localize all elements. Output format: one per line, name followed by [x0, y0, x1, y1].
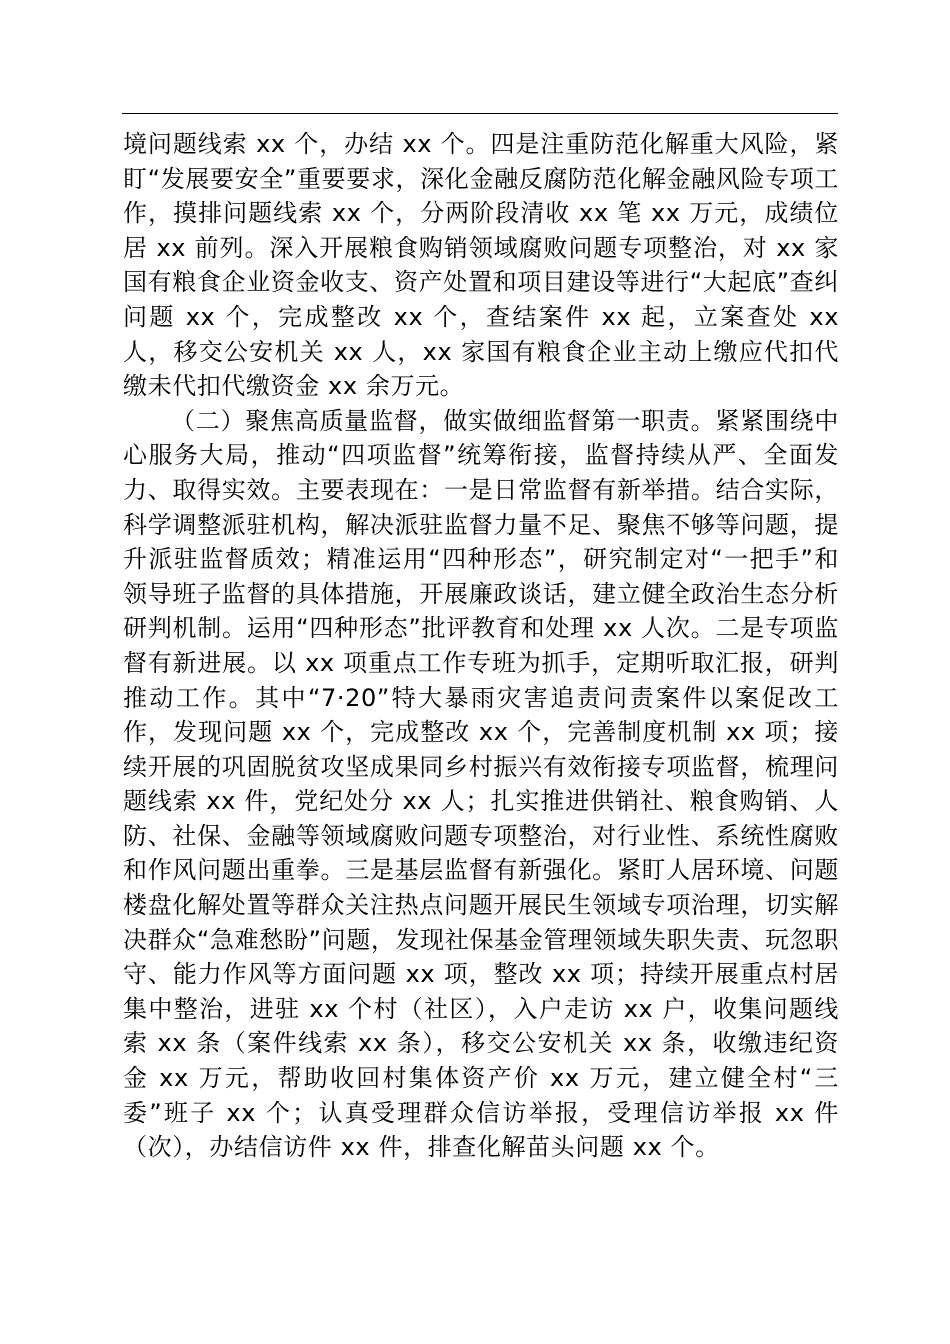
paragraph-section-two: （二）聚焦高质量监督，做实做细监督第一职责。紧紧围绕中心服务大局，推动“四项监督”统筹衔接，监督持续从严、全面发力、取得实效。主要表现在：一是日常监督有新举措。结合实际，科学调整派驻机构，解决派驻监督力量不足、聚焦不够等问题，提升派驻监督质效；精准运用“四种形态”，研究制定对“一把手”和领导班子监督的具体措施，开展廉政谈话，建立健全政治生态分析研判机制。运用“四种形态”批评教育和处理 xx 人次。二是专项监督有新进展。以 xx 项重点工作专班为抓手，定期听取汇报，研判推动工作。其中“7·20”特大暴雨灾害追责问责案件以案促改工作，发现问题 xx 个，完成整改 xx 个，完善制度机制 xx 项；接续开展的巩固脱贫攻坚成果同乡村振兴有效衔接专项监督，梳理问题线索 xx 件，党纪处分 xx 人；扎实推进供销社、粮食购销、人防、社保、金融等领域腐败问题专项整治，对行业性、系统性腐败和作风问题出重拳。三是基层监督有新强化。紧盯人居环境、问题楼盘化解处置等群众关注热点问题开展民生领域专项治理，切实解决群众“急难愁盼”问题，发现社保基金管理领域失职失责、玩忽职守、能力作风等方面问题 xx 项，整改 xx 项；持续开展重点村居集中整治，进驻 xx 个村（社区），入户走访 xx 户，收集问题线索 xx 条（案件线索 xx 条），移交公安机关 xx 条，收缴违纪资金 xx 万元，帮助收回村集体资产价 xx 万元，建立健全村“三委”班子 xx 个；认真受理群众信访举报，受理信访举报 xx 件（次），办结信访件 xx 件，排查化解苗头问题 xx 个。 — [123, 406, 839, 1162]
header-rule — [122, 113, 838, 114]
paragraph-continuation: 境问题线索 xx 个，办结 xx 个。四是注重防范化解重大风险，紧盯“发展要安全”重要要求，深化金融反腐防范化解金融风险专项工作，摸排问题线索 xx 个，分两阶段清收 xx 笔 xx 万元，成绩位居 xx 前列。深入开展粮食购销领域腐败问题专项整治，对 xx 家国有粮食企业资金收支、资产处置和项目建设等进行“大起底”查纠问题 xx 个，完成整改 xx 个，查结案件 xx 起，立案查处 xx 人，移交公安机关 xx 人，xx 家国有粮食企业主动上缴应代扣代缴未代扣代缴资金 xx 余万元。 — [123, 130, 839, 401]
document-body — [123, 127, 839, 1165]
